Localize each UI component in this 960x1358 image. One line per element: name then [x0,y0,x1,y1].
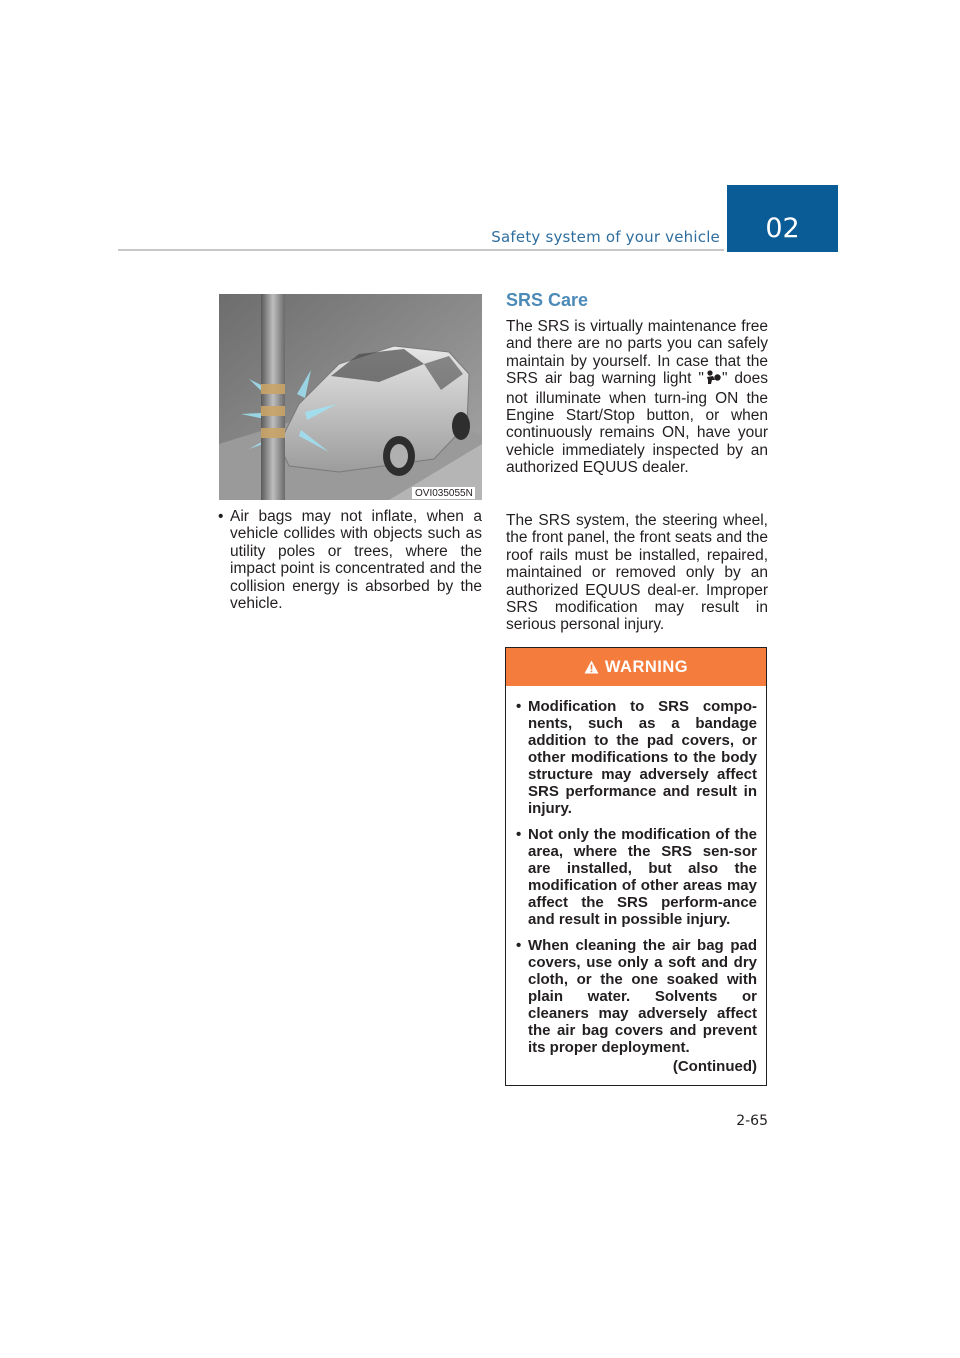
bullet-dot: • [516,826,522,843]
para1-text-end: " does not illuminate when turn-ing ON the Engine Start/Stop button, or when continuously remains ON, have your vehicle immediately inspected by an authorized EQUUS dealer. [506,370,769,477]
bullet-text: Air bags may not inflate, when a vehicle collides with objects such as utility poles or trees, where the impact point is concentrated and the collision energy is absorbed by the vehicle. [230,508,482,613]
list-item [516,698,757,817]
srs-care-paragraph-1 [506,318,768,477]
bullet-dot: • [218,508,224,525]
list-item [516,937,757,1056]
left-bullet-list [218,508,482,612]
bullet-dot: • [516,698,522,715]
figure-code: OVI035055N [412,487,475,499]
continued-label: (Continued) [672,1058,757,1075]
bullet-dot: • [516,937,522,954]
warning-box [505,647,767,1086]
srs-care-paragraph-2: The SRS system, the steering wheel, the front panel, the front seats and the roof rails must be installed, repaired, maintained or removed only by an authorized EQUUS deal-er. Improper SRS modification may result in serious personal injury. [506,512,768,634]
running-header-title: Safety system of your vehicle [491,228,720,246]
warning-item-text: When cleaning the air bag pad covers, use only a soft and dry cloth, or the one soaked with plain water. Solvents or cleaners may adversely affect the air bag covers and prevent its proper deployment. [528,937,757,1056]
warning-item-text: Not only the modification of the area, where the SRS sen-sor are installed, but also the modification of other areas may affect the SRS perform-ance and result in possible injury. [528,826,757,928]
list-item [516,826,757,928]
list-item [218,508,482,612]
car-hitting-pole-illustration [219,294,482,500]
warning-header [506,648,766,686]
warning-triangle-icon [584,660,599,674]
section-title: SRS Care [506,290,589,310]
airbag-warning-light-icon [705,370,721,389]
warning-body [506,686,766,1075]
para1-text-start: The SRS is virtually maintenance free and there are no parts you can safely maintain by yourself. In case that the SRS air bag warning light " [506,318,768,388]
page-number: 2-65 [736,1113,768,1129]
header-rule [118,249,724,251]
warning-heading: WARNING [604,657,689,676]
chapter-number-badge: 02 [727,185,838,252]
warning-item-text: Modification to SRS compo-nents, such as a bandage addition to the pad covers, or other modifications to the body structure may adversely affect SRS performance and result in injury. [528,698,757,817]
